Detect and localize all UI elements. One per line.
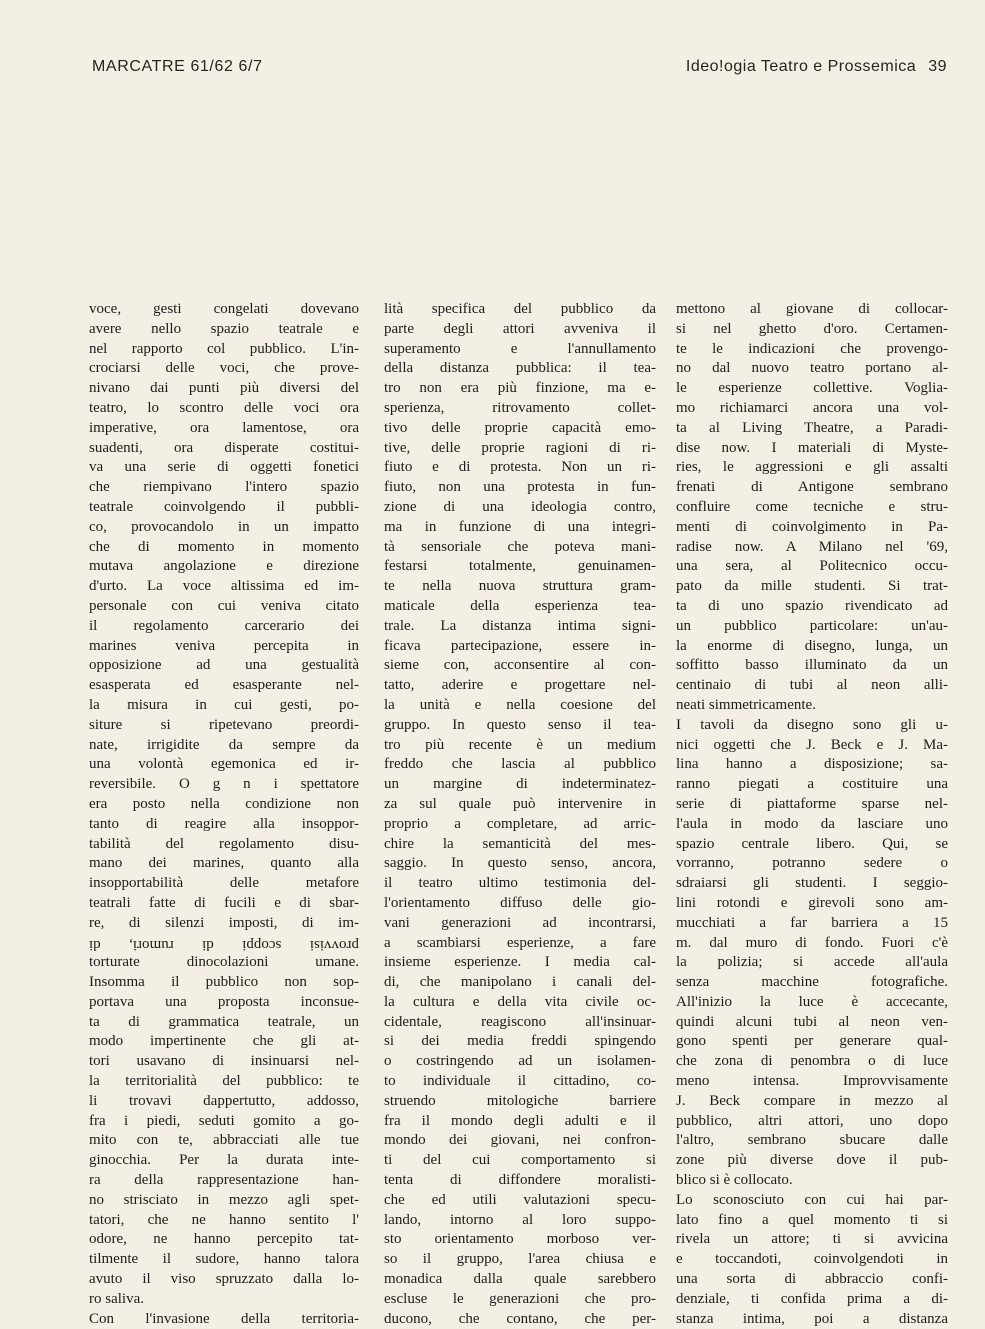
text-line: saggio. In questo senso, ancora, [384, 855, 656, 872]
text-line: frenati di Antigone sembrano [676, 479, 948, 496]
text-line: festarsi totalmente, genuinamen- [384, 558, 656, 575]
text-line: so il gruppo, l'area chiusa e [384, 1251, 656, 1268]
text-line: ma in funzione di una integri- [384, 518, 656, 535]
text-line: tenta di diffondere moralisti- [384, 1172, 656, 1189]
text-line: lini rotondi e girevoli sono am- [676, 894, 948, 911]
text-line: All'inizio la luce è accecante, [676, 993, 948, 1010]
text-line: za sul quale può intervenire in [384, 795, 656, 812]
text-line: re, di silenzi imposti, di im- [89, 914, 359, 931]
text-line: ducono, che contano, che per- [384, 1310, 656, 1327]
text-line: vorranno, potranno sedere o [676, 855, 948, 872]
text-line: co, provocandolo in un impatto [89, 518, 359, 535]
text-line: della distanza pubblica: il tea- [384, 360, 656, 377]
text-line: tori usavano di insinuarsi nel- [89, 1053, 359, 1070]
text-line: soffitto basso illuminato da un [676, 657, 948, 674]
text-line: confluire come tecniche e stru- [676, 498, 948, 515]
text-line: ranno piegati a costituire una [676, 776, 948, 793]
text-line: tabilità del regolamento disu- [89, 835, 359, 852]
text-line: quindi alcuni tubi al neon ven- [676, 1013, 948, 1030]
text-line: nel rapporto col pubblico. L'in- [89, 340, 359, 357]
text-line: la territorialità del pubblico: te [89, 1073, 359, 1090]
text-column-3 [676, 300, 948, 1329]
text-line: ries, le aggressioni e gli assalti [676, 459, 948, 476]
text-line: ginocchia. Per la durata inte- [89, 1152, 359, 1169]
text-line: superamento e l'annullamento [384, 340, 656, 357]
text-line: esasperata ed esasperante nel- [89, 677, 359, 694]
text-line: insieme esperienze. I media cal- [384, 954, 656, 971]
text-line: odore, ne hanno percepito tat- [89, 1231, 359, 1248]
text-line: va una serie di oggetti fonetici [89, 459, 359, 476]
text-line: la misura in cui gesti, po- [89, 696, 359, 713]
text-line: tanto di reagire alla insoppor- [89, 815, 359, 832]
text-line: tà sensoriale che poteva mani- [384, 538, 656, 555]
text-line: zone più diverse dove il pub- [676, 1152, 948, 1169]
text-line: una sorta di abbraccio confi- [676, 1271, 948, 1288]
text-line: nici oggetti che J. Beck e J. Ma- [676, 736, 948, 753]
text-line: la polizia; si accede all'aula [676, 954, 948, 971]
text-line: d'urto. La voce altissima ed im- [89, 578, 359, 595]
text-line: meno intensa. Improvvisamente [676, 1073, 948, 1090]
text-line: freddo che lascia al pubblico [384, 756, 656, 773]
text-line: era posto nella condizione non [89, 795, 359, 812]
text-line: fra i piedi, seduti gomito a go- [89, 1112, 359, 1129]
text-line: marines veniva percepita in [89, 637, 359, 654]
text-line: pato da mille studenti. Si trat- [676, 578, 948, 595]
text-line: a scambiarsi esperienze, a fare [384, 934, 656, 951]
text-line: gono spenti per generare qual- [676, 1033, 948, 1050]
page-number: 39 [928, 58, 947, 75]
text-line: un margine di indeterminatez- [384, 776, 656, 793]
text-line: I tavoli da disegno sono gli u- [676, 716, 948, 733]
text-line: siture si ripetevano preordi- [89, 716, 359, 733]
text-line: tatto, aderire e progettare nel- [384, 677, 656, 694]
text-line: monadica dalla quale sarebbero [384, 1271, 656, 1288]
text-line: Insomma il pubblico non sop- [89, 974, 359, 991]
text-line: nivano dai punti più diversi del [89, 380, 359, 397]
text-line: tilmente il sudore, hanno talora [89, 1251, 359, 1268]
text-line: radise now. A Milano nel '69, [676, 538, 948, 555]
text-line: torturate dinocolazioni umane. [89, 954, 359, 971]
text-line: vani generazioni ad incontrarsi, [384, 914, 656, 931]
text-line: lando, intorno al loro suppo- [384, 1211, 656, 1228]
text-line: avere nello spazio teatrale e [89, 320, 359, 337]
text-line: ta di uno spazio rivendicato ad [676, 597, 948, 614]
running-header-article [686, 58, 947, 76]
text-line: ro saliva. [89, 1290, 144, 1307]
text-line: o costringendo ad un isolamen- [384, 1053, 656, 1070]
text-line: ti del cui comportamento si [384, 1152, 656, 1169]
text-column-1 [89, 300, 359, 1329]
text-line: mondo dei giovani, nei confron- [384, 1132, 656, 1149]
text-line: una sera, al Politecnico occu- [676, 558, 948, 575]
text-line: l'orientamento diffuso delle gio- [384, 894, 656, 911]
text-line: tro più recente è un medium [384, 736, 656, 753]
text-line: spazio centrale libero. Qui, se [676, 835, 948, 852]
text-line: il teatro ultimo testimonia del- [384, 875, 656, 892]
text-line: to individuale il cittadino, co- [384, 1073, 656, 1090]
text-line: no strisciato in mezzo agli spet- [89, 1191, 359, 1208]
text-line: personale con cui veniva citato [89, 597, 359, 614]
text-line: di, che manipolano i canali del- [384, 974, 656, 991]
text-line: pubblico, altri attori, uno dopo [676, 1112, 948, 1129]
text-line: serie di piattaforme sparse nel- [676, 795, 948, 812]
text-line: l'altro, sembrano sbucare dalle [676, 1132, 948, 1149]
text-line: ra della rappresentazione han- [89, 1172, 359, 1189]
text-line: la cultura e della vita civile oc- [384, 993, 656, 1010]
text-line: reversibile. O g n i spettatore [89, 776, 359, 793]
text-line: teatro, lo scontro delle voci ora [89, 399, 359, 416]
text-line: neati simmetricamente. [676, 696, 816, 713]
text-line: fiuto, non una protesta in fun- [384, 479, 656, 496]
text-line: trale. La distanza intima signi- [384, 617, 656, 634]
text-line: lità specifica del pubblico da [384, 301, 656, 317]
text-line: che riempivano l'intero spazio [89, 479, 359, 496]
text-line: teatrale coinvolgendo il pubbli- [89, 498, 359, 515]
text-line: mo richiamarci ancora una vol- [676, 399, 948, 416]
text-line: che di momento in momento [89, 538, 359, 555]
text-line: modo impertinente che gli at- [89, 1033, 359, 1050]
text-line: no dal nuovo teatro portano al- [676, 360, 948, 377]
text-line: li trovavi dappertutto, addosso, [89, 1092, 359, 1109]
text-line: sdraiarsi gli studenti. I seggio- [676, 875, 948, 892]
text-line: voce, gesti congelati dovevano [89, 301, 359, 317]
text-line: una volontà egemonica ed ir- [89, 756, 359, 773]
text-line: nate, irrigidite da sempre da [89, 736, 359, 753]
text-line: Con l'invasione della territoria- [89, 1310, 359, 1327]
text-line: la unità e nella coesione del [384, 696, 656, 713]
text-line: avuto il viso spruzzato dalla lo- [89, 1271, 359, 1288]
text-line: crociarsi delle voci, che prove- [89, 360, 359, 377]
text-line: imperative, ora lamentose, ora [89, 419, 359, 436]
text-line: provvisi scoppi di rumori, di [89, 936, 359, 953]
text-line: gruppo. In questo senso il tea- [384, 716, 656, 733]
text-line: teatrali fatte di fucili e di sbar- [89, 894, 359, 911]
text-line: blico si è collocato. [676, 1172, 793, 1189]
text-line: J. Beck compare in mezzo al [676, 1092, 948, 1109]
text-line: tatori, che ne hanno sentito l' [89, 1211, 359, 1228]
text-line: le esperienze collettive. Voglia- [676, 380, 948, 397]
text-line: fra il mondo degli adulti e il [384, 1112, 656, 1129]
text-line: tive, delle proprie ragioni di ri- [384, 439, 656, 456]
text-line: l'aula in modo da lasciare uno [676, 815, 948, 832]
text-line: sieme con, acconsentire al con- [384, 657, 656, 674]
text-line: menti di coinvolgimento in Pa- [676, 518, 948, 535]
text-line: mano dei marines, quanto alla [89, 855, 359, 872]
running-header-journal: MARCATRE 61/62 6/7 [92, 58, 263, 75]
text-line: te le indicazioni che provengo- [676, 340, 948, 357]
text-line: dise now. I materiali di Myste- [676, 439, 948, 456]
text-line: sperienza, ritrovamento collet- [384, 399, 656, 416]
text-line: lina hanno a disposizione; sa- [676, 756, 948, 773]
text-line: centinaio di tubi al neon alli- [676, 677, 948, 694]
text-line: maticale della esperienza tea- [384, 597, 656, 614]
text-line: la enorme di disegno, lunga, un [676, 637, 948, 654]
text-line: portava una proposta inconsue- [89, 993, 359, 1010]
text-line: mucchiati a far barriera a 15 [676, 914, 948, 931]
article-title: Ideo!ogia Teatro e Prossemica [685, 58, 917, 75]
text-line: mutava angolazione e direzione [89, 558, 359, 575]
text-line: mettono al giovane di collocar- [676, 301, 948, 317]
text-line: denziale, ti confida prima a di- [676, 1290, 948, 1307]
text-line: sto orientamento morboso ver- [384, 1231, 656, 1248]
text-line: stanza intima, poi a distanza [676, 1310, 948, 1327]
text-line: e toccandoti, coinvolgendoti in [676, 1251, 948, 1268]
text-line: tivo delle proprie capacità emo- [384, 419, 656, 436]
text-line: escluse le generazioni che pro- [384, 1290, 656, 1307]
text-column-2 [384, 300, 656, 1329]
text-line: proprio a completare, ad arric- [384, 815, 656, 832]
text-line: lato fino a quel momento ti si [676, 1211, 948, 1228]
text-line: insopportabilità delle metafore [89, 875, 359, 892]
text-line: struendo mitologiche barriere [384, 1092, 656, 1109]
text-line: tro non era più finzione, ma e- [384, 380, 656, 397]
text-line: che zona di penombra o di luce [676, 1053, 948, 1070]
text-line: chire la semanticità del mes- [384, 835, 656, 852]
text-line: parte degli attori avveniva il [384, 320, 656, 337]
text-line: mito con te, abbracciati alle tue [89, 1132, 359, 1149]
text-line: te nella nuova struttura gram- [384, 578, 656, 595]
text-line: che ed utili valutazioni specu- [384, 1191, 656, 1208]
text-line: m. dal muro di fondo. Fuori c'è [676, 934, 948, 951]
text-line: zione di una ideologia contro, [384, 498, 656, 515]
text-line: si nel ghetto d'oro. Certamen- [676, 320, 948, 337]
text-line: opposizione ad una gestualità [89, 657, 359, 674]
text-line: rivela un attore; ti si avvicina [676, 1231, 948, 1248]
text-line: ficava partecipazione, essere in- [384, 637, 656, 654]
text-line: ta al Living Theatre, a Paradi- [676, 419, 948, 436]
text-line: fiuto e di protesta. Non un ri- [384, 459, 656, 476]
text-line: Lo sconosciuto con cui hai par- [676, 1191, 948, 1208]
text-line: senza macchine fotografiche. [676, 974, 948, 991]
text-line: il regolamento carcerario dei [89, 617, 359, 634]
text-line: cidentale, reagiscono all'insinuar- [384, 1013, 656, 1030]
text-line: suadenti, ora disperate costitui- [89, 439, 359, 456]
text-line: si dei media freddi spingendo [384, 1033, 656, 1050]
text-line: ta di grammatica teatrale, un [89, 1013, 359, 1030]
text-line: un pubblico particolare: un'au- [676, 617, 948, 634]
